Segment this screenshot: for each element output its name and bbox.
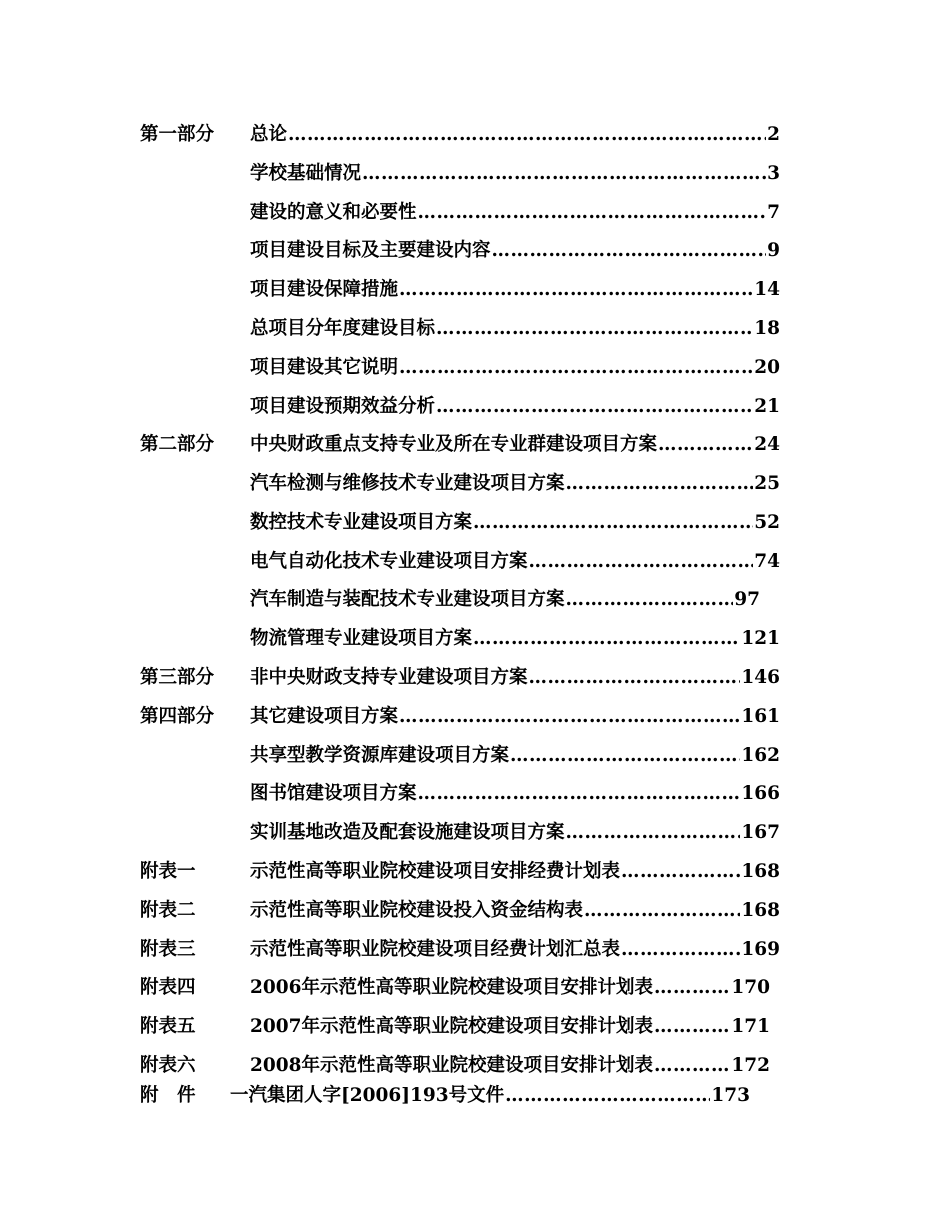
toc-row <box>0 547 950 577</box>
dot-leader <box>436 314 753 344</box>
entry-title: 其它建设项目方案 <box>250 706 399 727</box>
toc-row <box>0 275 950 305</box>
toc-entry[interactable] <box>250 353 780 383</box>
toc-entry[interactable] <box>250 275 780 305</box>
toc-row <box>0 120 950 150</box>
toc-entry[interactable] <box>250 896 780 926</box>
entry-title: 总项目分年度建设目标 <box>250 318 436 339</box>
entry-title: 总论 <box>250 124 288 145</box>
page-number: 20 <box>754 357 780 378</box>
page-number: 168 <box>741 900 780 921</box>
toc-entry[interactable] <box>250 392 780 422</box>
page-number: 9 <box>767 240 780 261</box>
toc-row <box>0 585 950 615</box>
dot-leader <box>473 624 740 654</box>
toc-row <box>0 779 950 809</box>
page-number: 146 <box>741 667 780 688</box>
toc-entry[interactable] <box>250 935 780 965</box>
dot-leader <box>473 508 753 538</box>
toc-entry[interactable] <box>250 779 780 809</box>
dot-leader <box>288 120 766 150</box>
dot-leader <box>566 585 734 615</box>
part-label: 附表四 <box>140 977 196 998</box>
entry-title: 非中央财政支持专业建设项目方案 <box>250 667 528 688</box>
toc-row <box>0 973 950 1003</box>
entry-title: 实训基地改造及配套设施建设项目方案 <box>250 822 565 843</box>
page-number: 162 <box>741 745 780 766</box>
toc-row <box>0 896 950 926</box>
dot-leader <box>418 779 741 809</box>
entry-title: 2008年示范性高等职业院校建设项目安排计划表 <box>250 1055 653 1076</box>
entry-title: 项目建设其它说明 <box>250 357 399 378</box>
dot-leader <box>654 1012 730 1042</box>
toc-entry[interactable] <box>250 236 780 266</box>
dot-leader <box>362 159 766 189</box>
toc-row <box>0 314 950 344</box>
toc-entry[interactable] <box>250 973 770 1003</box>
entry-title: 图书馆建设项目方案 <box>250 783 417 804</box>
part-label: 附表一 <box>140 861 196 882</box>
part-label: 第一部分 <box>140 124 215 145</box>
dot-leader <box>658 430 753 460</box>
toc-row <box>0 198 950 228</box>
dot-leader <box>399 353 753 383</box>
page-number: 173 <box>711 1085 750 1106</box>
toc-row <box>0 818 950 848</box>
toc-entry[interactable] <box>250 663 780 693</box>
page-number: 14 <box>754 279 780 300</box>
part-label: 第二部分 <box>140 434 215 455</box>
dot-leader <box>418 198 767 228</box>
toc-row <box>0 353 950 383</box>
toc-entry[interactable] <box>250 857 780 887</box>
part-label: 附表三 <box>140 939 196 960</box>
toc-entry[interactable] <box>250 469 780 499</box>
page-number: 171 <box>731 1016 770 1037</box>
page-number: 172 <box>731 1055 770 1076</box>
page-number: 74 <box>754 551 780 572</box>
dot-leader <box>566 469 754 499</box>
page-number: 52 <box>754 512 780 533</box>
toc-row <box>0 741 950 771</box>
toc-entry[interactable] <box>250 818 780 848</box>
part-label: 第三部分 <box>140 667 215 688</box>
toc-row <box>0 469 950 499</box>
page-number: 161 <box>741 706 780 727</box>
entry-title: 汽车制造与装配技术专业建设项目方案 <box>250 589 565 610</box>
entry-title: 示范性高等职业院校建设投入资金结构表 <box>250 900 584 921</box>
entry-title: 汽车检测与维修技术专业建设项目方案 <box>250 473 565 494</box>
entry-title: 电气自动化技术专业建设项目方案 <box>250 551 528 572</box>
toc-entry[interactable] <box>250 314 780 344</box>
entry-title: 数控技术专业建设项目方案 <box>250 512 473 533</box>
part-label: 附 件 <box>140 1085 196 1106</box>
part-label: 第四部分 <box>140 706 215 727</box>
page-number: 168 <box>741 861 780 882</box>
entry-title: 示范性高等职业院校建设项目安排经费计划表 <box>250 861 621 882</box>
page-number: 170 <box>731 977 770 998</box>
page-number: 166 <box>741 783 780 804</box>
toc-row <box>0 702 950 732</box>
toc-row <box>0 857 950 887</box>
toc-row <box>0 1081 950 1111</box>
dot-leader <box>529 663 741 693</box>
page-number: 169 <box>741 939 780 960</box>
page-number: 21 <box>754 396 780 417</box>
toc-entry[interactable] <box>250 1012 770 1042</box>
page-number: 121 <box>741 628 780 649</box>
entry-title: 2006年示范性高等职业院校建设项目安排计划表 <box>250 977 653 998</box>
page-number: 7 <box>767 202 780 223</box>
dot-leader <box>654 1051 730 1081</box>
toc-row <box>0 1051 950 1081</box>
toc-row <box>0 508 950 538</box>
toc-entry[interactable] <box>250 430 780 460</box>
part-label: 附表二 <box>140 900 196 921</box>
entry-title: 项目建设保障措施 <box>250 279 399 300</box>
dot-leader <box>399 702 740 732</box>
dot-leader <box>621 857 740 887</box>
toc-entry[interactable] <box>250 120 780 150</box>
entry-title: 项目建设目标及主要建设内容 <box>250 240 491 261</box>
toc-row <box>0 624 950 654</box>
toc-row <box>0 663 950 693</box>
page-number: 2 <box>767 124 780 145</box>
entry-title: 2007年示范性高等职业院校建设项目安排计划表 <box>250 1016 653 1037</box>
dot-leader <box>492 236 767 266</box>
page-number: 18 <box>754 318 780 339</box>
entry-title: 建设的意义和必要性 <box>250 202 417 223</box>
toc-entry[interactable] <box>250 547 780 577</box>
entry-title: 项目建设预期效益分析 <box>250 396 436 417</box>
dot-leader <box>505 1081 710 1111</box>
toc-entry[interactable] <box>250 1051 770 1081</box>
page-number: 24 <box>754 434 780 455</box>
toc-entry[interactable] <box>250 741 780 771</box>
toc-entry[interactable] <box>250 198 780 228</box>
dot-leader <box>399 275 753 305</box>
toc-entry[interactable] <box>250 624 780 654</box>
dot-leader <box>529 547 754 577</box>
toc-row <box>0 236 950 266</box>
part-label: 附表五 <box>140 1016 196 1037</box>
part-label: 附表六 <box>140 1055 196 1076</box>
toc-entry[interactable] <box>250 585 760 615</box>
toc-entry[interactable] <box>250 159 780 189</box>
dot-leader <box>621 935 740 965</box>
page-number: 167 <box>741 822 780 843</box>
toc-row <box>0 1012 950 1042</box>
dot-leader <box>436 392 753 422</box>
entry-title: 共享型教学资源库建设项目方案 <box>250 745 510 766</box>
toc-entry[interactable] <box>250 702 780 732</box>
toc-entry[interactable] <box>250 508 780 538</box>
entry-title: 学校基础情况 <box>250 163 362 184</box>
entry-title: 物流管理专业建设项目方案 <box>250 628 473 649</box>
toc-entry[interactable] <box>230 1081 750 1111</box>
page-number: 25 <box>754 473 780 494</box>
entry-title: 一汽集团人字[2006]193号文件 <box>230 1085 505 1106</box>
toc-row <box>0 392 950 422</box>
toc-row <box>0 430 950 460</box>
dot-leader <box>566 818 741 848</box>
toc-row <box>0 159 950 189</box>
entry-title: 示范性高等职业院校建设项目经费计划汇总表 <box>250 939 621 960</box>
page-number: 3 <box>767 163 780 184</box>
dot-leader <box>584 896 740 926</box>
dot-leader <box>654 973 730 1003</box>
dot-leader <box>510 741 740 771</box>
page-number: 97 <box>734 589 760 610</box>
toc-row <box>0 935 950 965</box>
entry-title: 中央财政重点支持专业及所在专业群建设项目方案 <box>250 434 658 455</box>
